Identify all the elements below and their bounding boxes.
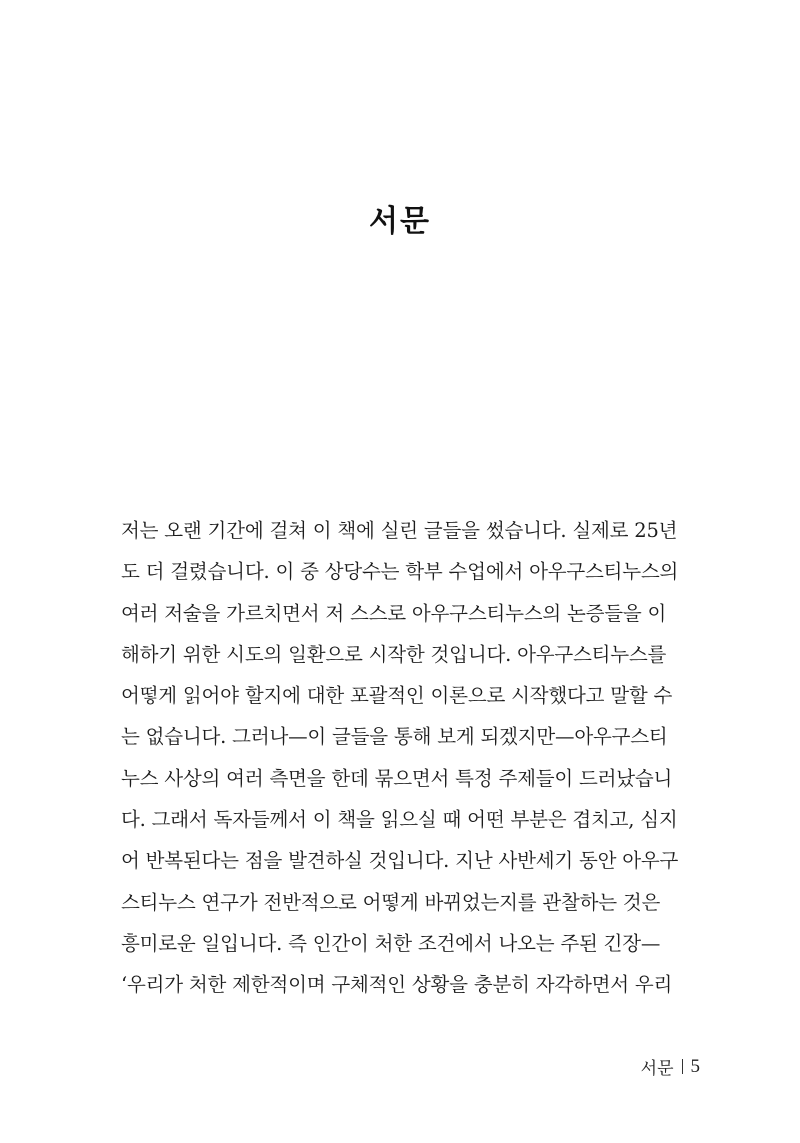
footer-section-label: 서문 xyxy=(640,1059,674,1079)
text-line: 는 없습니다. 그러나—이 글들을 통해 보게 되겠지만—아우구스티 xyxy=(121,725,668,749)
page-title: 서문 xyxy=(369,204,431,240)
text-line: 어 반복된다는 점을 발견하실 것입니다. 지난 사반세기 동안 아우구 xyxy=(121,849,679,873)
text-line: 누스 사상의 여러 측면을 한데 묶으면서 특정 주제들이 드러났습니 xyxy=(121,766,673,790)
text-line: 다. 그래서 독자들께서 이 책을 읽으실 때 어떤 부분은 겹치고, 심지 xyxy=(121,808,678,832)
footer-divider xyxy=(682,1059,683,1074)
text-line: 어떻게 읽어야 할지에 대한 포괄적인 이론으로 시작했다고 말할 수 xyxy=(121,684,673,708)
text-line: 해하기 위한 시도의 일환으로 시작한 것입니다. 아우구스티누스를 xyxy=(121,642,667,666)
text-line: 스티누스 연구가 전반적으로 어떻게 바뀌었는지를 관찰하는 것은 xyxy=(121,890,661,914)
text-line: ‘우리가 처한 제한적이며 구체적인 상황을 충분히 자각하면서 우리 xyxy=(121,973,673,997)
text-line: 도 더 걸렸습니다. 이 중 상당수는 학부 수업에서 아우구스티누스의 xyxy=(121,560,679,584)
page-footer xyxy=(641,1054,700,1079)
page-number: 5 xyxy=(690,1055,700,1077)
text-line: 여러 저술을 가르치면서 저 스스로 아우구스티누스의 논증들을 이 xyxy=(121,601,667,625)
text-line: 저는 오랜 기간에 걸쳐 이 책에 실린 글들을 썼습니다. 실제로 25년 xyxy=(121,519,678,542)
text-line: 흥미로운 일입니다. 즉 인간이 처한 조건에서 나오는 주된 긴장— xyxy=(121,931,661,955)
body-text xyxy=(121,510,701,1006)
